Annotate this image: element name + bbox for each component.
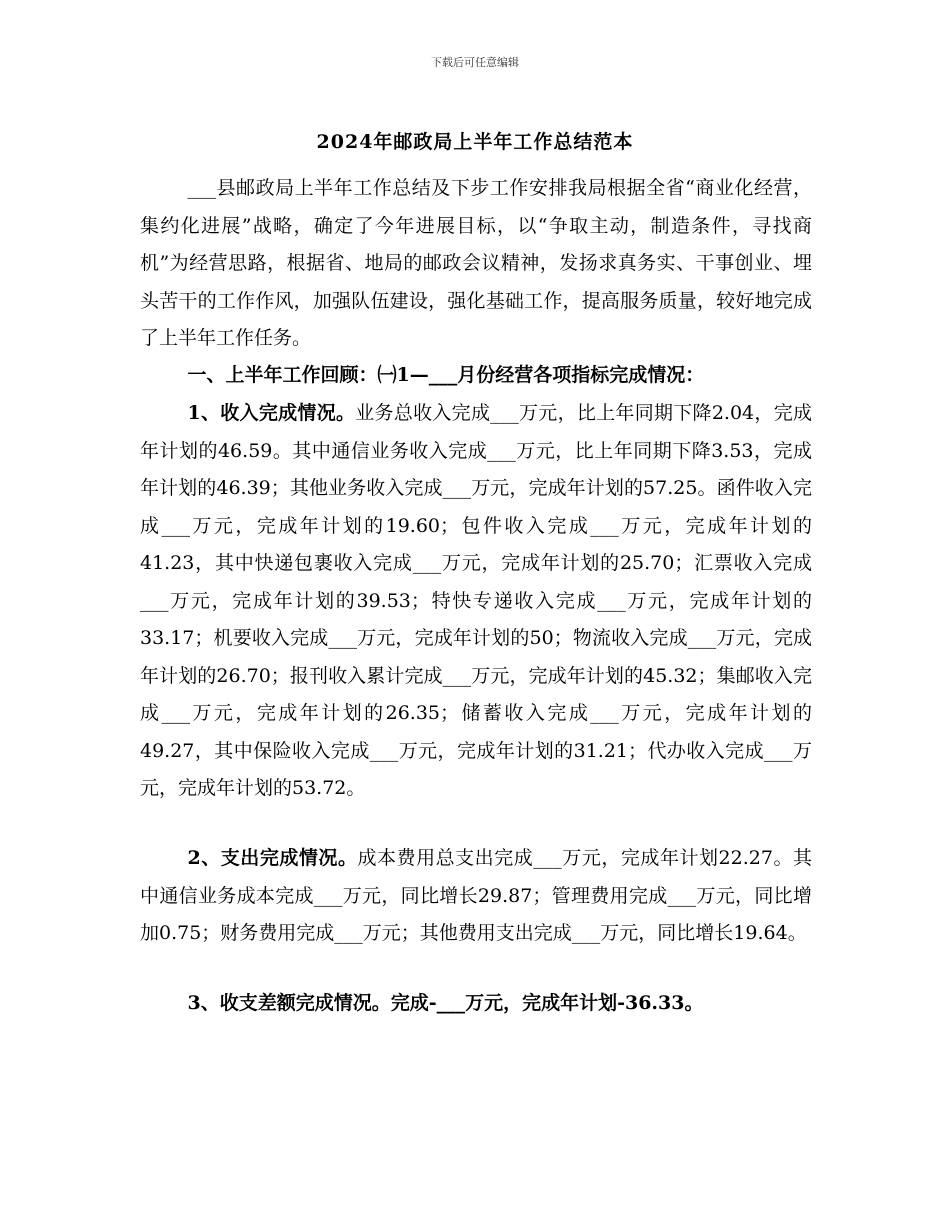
income-text: 业务总收入完成___万元，比上年同期下降2.04，完成年计划的46.59。其中通信业务收入完成___万元，比上年同期下降3.53，完成年计划的46.39；其他业务收入完成___万元，完成年计划的57.25。函件收入完成___万元，完成年计划的19.60；包件收入完成___万元，完成年计划的41.23，其中快递包裹收入完成___万元，完成年计划的25.70；汇票收入完成___万元，完成年计划的39.53；特快专递收入完成___万元，完成年计划的33.17；机要收入完成___万元，完成年计划的50；物流收入完成___万元，完成年计划的26.70；报刊收入累计完成___万元，完成年计划的45.32；集邮收入完成___万元，完成年计划的26.35；储蓄收入完成___万元，完成年计划的49.27，其中保险收入完成___万元，完成年计划的31.21；代办收入完成___万元，完成年计划的53.72。 xyxy=(140,402,812,799)
section-heading-block xyxy=(140,357,812,395)
income-lead: 1、收入完成情况。 xyxy=(187,402,356,424)
expense-lead: 2、支出完成情况。 xyxy=(187,847,358,869)
balance-paragraph: 3、收支差额完成情况。完成-___万元，完成年计划-36.33。 xyxy=(187,992,704,1014)
expense-paragraph-block xyxy=(140,840,812,953)
expense-paragraph xyxy=(140,840,812,953)
document-title: 2024年邮政局上半年工作总结范本 xyxy=(316,131,634,153)
section1-heading: 一、上半年工作回顾：㈠1—___月份经营各项指标完成情况： xyxy=(187,364,705,386)
intro-paragraph-block xyxy=(140,170,812,358)
income-paragraph-block xyxy=(140,395,812,808)
income-paragraph xyxy=(140,395,812,808)
expense-text: 成本费用总支出完成___万元，完成年计划22.27。其中通信业务成本完成___万元，同比增长29.87；管理费用完成___万元，同比增加0.75；财务费用完成___万元；其他费用支出完成___万元，同比增长19.64。 xyxy=(140,847,812,944)
page-header-note: 下载后可任意编辑 xyxy=(431,56,519,69)
intro-paragraph: ___县邮政局上半年工作总结及下步工作安排我局根据全省“商业化经营，集约化进展”战略，确定了今年进展目标，以“争取主动，制造条件，寻找商机”为经营思路，根据省、地局的邮政会议精神，发扬求真务实、干事创业、埋头苦干的工作作风，加强队伍建设，强化基础工作，提高服务质量，较好地完成了上半年工作任务。 xyxy=(140,177,812,349)
balance-paragraph-block xyxy=(140,985,812,1023)
